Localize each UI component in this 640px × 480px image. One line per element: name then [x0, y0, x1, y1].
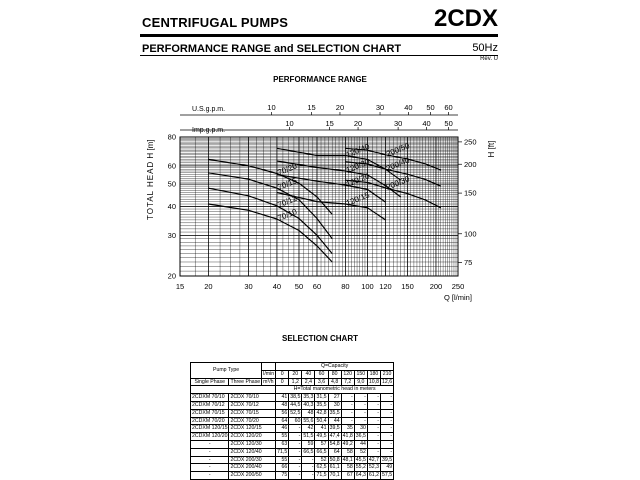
head-value: 48,1: [342, 456, 353, 463]
head-value: 27: [328, 394, 341, 402]
table-row: [191, 448, 394, 456]
head-value: 31,5: [316, 394, 327, 401]
lmin-value: 40: [302, 370, 315, 378]
x-tick-label: 120: [379, 282, 392, 291]
head-value: 41,8: [342, 433, 353, 440]
head-value: 42,8: [316, 409, 327, 416]
head-value: 75: [276, 472, 289, 480]
head-value: 49,5: [316, 433, 327, 440]
head-value: 64,3: [355, 472, 366, 479]
curve-label: 120/40: [344, 141, 371, 160]
three-phase-model: 2CDX 200/50: [229, 472, 276, 480]
three-phase-header: Three Phase: [230, 378, 261, 385]
head-value: -: [367, 440, 380, 448]
head-value: 57,5: [382, 472, 393, 479]
head-value: 35,5: [329, 409, 340, 416]
head-value: 59: [302, 440, 315, 448]
three-phase-model: 2CDX 120/20: [229, 433, 276, 441]
x-tick-label: 20: [204, 282, 213, 291]
head-value: -: [302, 464, 315, 472]
head-value: 60: [289, 417, 302, 425]
usgpm-tick-label: 15: [307, 103, 316, 112]
y-tick-label: 30: [167, 230, 176, 240]
single-phase-model: 2CDXM 70/15: [191, 409, 229, 417]
performance-section-title: PERFORMANCE RANGE: [273, 75, 367, 84]
table-row: [191, 394, 394, 402]
revision-label: Rev. U: [480, 56, 498, 62]
head-value: -: [341, 394, 354, 402]
y-tick-label: 40: [167, 202, 176, 211]
head-value: 64: [328, 448, 341, 456]
head-value: 50,8: [329, 456, 340, 463]
curve-label: 200/50: [384, 141, 411, 159]
head-value: 66,5: [316, 448, 327, 455]
head-value: 64: [276, 417, 289, 425]
single-phase-model: 2CDXM 70/12: [191, 401, 229, 409]
m3h-value: 9,0: [354, 378, 367, 386]
selection-section-title: SELECTION CHART: [282, 334, 358, 343]
m3h-value: 4,8: [328, 378, 341, 386]
head-value: -: [289, 440, 302, 448]
head-value: 39,5: [329, 425, 340, 432]
selection-table: [190, 362, 394, 480]
head-value: -: [367, 448, 380, 456]
x-tick-label: 250: [451, 282, 465, 291]
header-row-1: [191, 363, 394, 371]
m3h-value: 7,2: [341, 378, 354, 386]
x-tick-label: 30: [244, 282, 253, 291]
head-value: 46: [276, 425, 289, 433]
curve-label: 70/15: [276, 176, 299, 193]
curve-label: 200/30: [384, 174, 411, 192]
head-value: -: [354, 401, 367, 409]
y-tick-label: 60: [167, 161, 176, 171]
head-value: 41: [315, 425, 328, 433]
head-value: 55: [276, 456, 289, 464]
head-value: -: [289, 456, 302, 464]
three-phase-model: 2CDX 70/10: [229, 394, 276, 402]
single-phase-model: -: [191, 456, 229, 464]
head-value: 40,3: [303, 401, 314, 408]
impgpm-tick-label: 40: [422, 119, 431, 128]
lmin-value: 210: [381, 370, 394, 378]
head-value: 58: [341, 464, 354, 472]
m3h-value: 2,4: [302, 378, 315, 386]
usgpm-tick-label: 10: [267, 103, 276, 112]
lmin-value: 80: [328, 370, 341, 378]
lmin-value: 20: [289, 370, 302, 378]
curve-label: 120/15: [344, 190, 371, 208]
frequency-label: 50Hz: [472, 42, 498, 54]
curve-label: 70/20: [276, 161, 299, 178]
curve-label: 120/30: [344, 157, 371, 175]
table-row: [191, 425, 394, 433]
head-value: -: [289, 472, 302, 480]
impgpm-tick-label: 15: [325, 119, 334, 128]
head-value: -: [289, 433, 302, 441]
usgpm-tick-label: 60: [444, 103, 453, 112]
table-row: [191, 409, 394, 417]
header-title: CENTRIFUGAL PUMPS: [142, 15, 289, 30]
x-tick-label: 80: [341, 282, 350, 291]
table-row: [191, 456, 394, 464]
head-value: 66,5: [303, 448, 314, 455]
impgpm-label: Imp.g.p.m.: [192, 127, 226, 134]
head-value: 47,4: [329, 433, 340, 440]
head-value: -: [381, 440, 394, 448]
header-row-m3h: [191, 378, 394, 386]
head-value: -: [381, 409, 394, 417]
head-value: 61,1: [329, 464, 340, 471]
head-value: 52: [315, 456, 328, 464]
head-value: 71,5: [277, 448, 288, 455]
three-phase-model: 2CDX 200/40: [229, 464, 276, 472]
usgpm-tick-label: 30: [375, 103, 385, 112]
head-value: 55,6: [303, 417, 314, 424]
curve-label: 120/20: [344, 171, 371, 189]
single-phase-model: -: [191, 472, 229, 480]
head-value: -: [289, 448, 302, 456]
head-value: 48: [302, 409, 315, 417]
head-value: 50,4: [316, 417, 327, 424]
head-value: 49: [381, 464, 394, 472]
head-value: -: [367, 401, 380, 409]
head-value: -: [381, 425, 394, 433]
head-value: -: [381, 401, 394, 409]
head-value: -: [367, 433, 380, 441]
y-tick-label: 20: [167, 271, 176, 281]
y2-tick-label: 75: [464, 258, 473, 268]
three-phase-model: 2CDX 120/15: [229, 425, 276, 433]
lmin-value: 60: [315, 370, 328, 378]
head-value: 48: [276, 401, 289, 409]
head-value: 51,5: [303, 433, 314, 440]
head-value: -: [341, 401, 354, 409]
m3h-value: 0: [276, 378, 289, 386]
y2-tick-label: 250: [464, 137, 477, 147]
m3h-value: 10,8: [368, 378, 379, 385]
y-tick-label: 50: [167, 179, 176, 189]
pump-type-header: Pump Type: [191, 363, 262, 379]
impgpm-tick-label: 10: [285, 119, 294, 128]
head-value: 70,1: [329, 472, 340, 479]
x-tick-label: 60: [312, 282, 322, 291]
curve-label: 70/12: [276, 193, 299, 210]
y2-tick-label: 200: [464, 159, 477, 169]
y2-unit-label: H [ft]: [487, 140, 496, 158]
unit-lmin: l/min: [263, 370, 275, 377]
three-phase-model: 2CDX 70/12: [229, 401, 276, 409]
model-name: 2CDX: [433, 5, 498, 32]
head-value: 44,5: [290, 401, 301, 408]
y2-tick-label: 150: [464, 188, 477, 198]
head-value: 56: [276, 409, 289, 417]
head-value: 55: [276, 433, 289, 441]
m3h-value: 12,6: [382, 378, 393, 385]
table-row: [191, 464, 394, 472]
usgpm-label: U.S.g.p.m.: [192, 106, 226, 113]
three-phase-model: 2CDX 70/20: [229, 417, 276, 425]
single-phase-model: 2CDXM 120/20: [192, 433, 228, 440]
head-value: 58: [341, 448, 354, 456]
head-value: -: [381, 448, 394, 456]
head-value: 52: [354, 448, 367, 456]
lmin-value: 180: [367, 370, 380, 378]
three-phase-model: 2CDX 120/30: [229, 440, 276, 448]
head-value: 35,3: [303, 394, 314, 401]
head-value: 36,5: [355, 433, 366, 440]
head-value: 30: [354, 425, 367, 433]
x-axis-label: Q [l/min]: [444, 293, 472, 302]
head-value: -: [381, 394, 394, 402]
head-value: -: [367, 417, 380, 425]
head-value: 52,3: [368, 464, 379, 471]
head-value: -: [341, 409, 354, 417]
single-phase-model: 2CDXM 70/20: [191, 417, 229, 425]
head-value: 41: [276, 394, 289, 402]
head-value: -: [367, 394, 380, 402]
head-value: -: [354, 394, 367, 402]
y2-tick-label: 100: [464, 229, 477, 239]
three-phase-model: 2CDX 120/40: [229, 448, 276, 456]
head-value: -: [381, 433, 394, 441]
head-value: -: [354, 417, 367, 425]
head-value: 54,8: [329, 440, 340, 447]
table-row: [191, 401, 394, 409]
head-value: -: [289, 425, 302, 433]
head-value: 45,5: [355, 456, 366, 463]
head-value: 63: [276, 440, 289, 448]
header-subtitle: PERFORMANCE RANGE and SELECTION CHART: [142, 43, 402, 55]
table-row: [191, 440, 394, 448]
head-value: 30: [328, 401, 341, 409]
head-value: -: [289, 464, 302, 472]
head-value: 55,2: [355, 464, 366, 471]
unit-m3h: m³/h: [262, 378, 276, 386]
head-value: 67: [341, 472, 354, 480]
three-phase-model: 2CDX 70/15: [229, 409, 276, 417]
x-tick-label: 40: [272, 282, 282, 291]
head-value: 61,2: [368, 472, 379, 479]
head-value: 39,5: [382, 456, 393, 463]
head-value: 49,2: [342, 440, 353, 447]
curve-label: 200/40: [384, 155, 411, 174]
impgpm-tick-label: 20: [353, 119, 363, 128]
lmin-value: 150: [354, 370, 367, 378]
m3h-value: 3,6: [315, 378, 328, 386]
head-value: -: [354, 409, 367, 417]
head-value: 44: [328, 417, 341, 425]
single-phase-model: 2CDXM 120/15: [192, 425, 228, 432]
y-tick-label: 80: [167, 132, 176, 142]
head-value: 35,5: [316, 401, 327, 408]
single-phase-model: -: [191, 448, 229, 456]
y-axis-label: TOTAL HEAD: [146, 160, 155, 220]
usgpm-tick-label: 50: [426, 103, 435, 112]
x-tick-label: 150: [401, 282, 414, 291]
impgpm-tick-label: 50: [444, 119, 453, 128]
x-tick-label: 200: [429, 282, 443, 291]
lmin-value: 0: [276, 370, 289, 378]
head-value: -: [381, 417, 394, 425]
usgpm-tick-label: 20: [335, 103, 345, 112]
single-phase-header: Single Phase: [191, 378, 229, 386]
x-tick-label: 15: [175, 282, 185, 291]
head-value: -: [302, 456, 315, 464]
head-value: 52,5: [290, 409, 301, 416]
x-tick-label: 100: [361, 282, 374, 291]
head-caption: H=Total manometric head in meters: [276, 386, 394, 394]
q-capacity-header: Q=Capacity: [276, 363, 394, 371]
caption-spacer: [191, 386, 276, 394]
table-row: [191, 417, 394, 425]
head-value: -: [367, 425, 380, 433]
y-unit-label: H [m]: [146, 139, 155, 159]
head-value: 57: [315, 440, 328, 448]
head-value: 35: [341, 425, 354, 433]
x-tick-label: 50: [294, 282, 304, 291]
single-phase-model: 2CDXM 70/10: [191, 394, 229, 402]
head-value: 66: [276, 464, 289, 472]
curve-70-10: [208, 204, 332, 262]
head-value: 42,7: [368, 456, 379, 463]
single-phase-model: -: [191, 440, 229, 448]
header-row-caption: [191, 386, 394, 394]
unit-spacer: [262, 363, 276, 371]
head-value: 38,5: [290, 394, 301, 401]
head-value: 44: [354, 440, 367, 448]
usgpm-tick-label: 40: [404, 103, 413, 112]
head-value: 62,5: [316, 464, 327, 471]
head-value: 71,5: [316, 472, 327, 479]
head-value: 42: [302, 425, 315, 433]
table-row: [191, 472, 394, 480]
m3h-value: 1,2: [289, 378, 302, 386]
head-value: -: [302, 472, 315, 480]
curve-label: 70/10: [276, 207, 299, 223]
head-value: -: [341, 417, 354, 425]
impgpm-tick-label: 30: [393, 119, 403, 128]
single-phase-model: -: [191, 464, 229, 472]
head-value: -: [367, 409, 380, 417]
three-phase-model: 2CDX 200/30: [229, 456, 276, 464]
table-row: [191, 433, 394, 441]
lmin-value: 120: [341, 370, 354, 378]
